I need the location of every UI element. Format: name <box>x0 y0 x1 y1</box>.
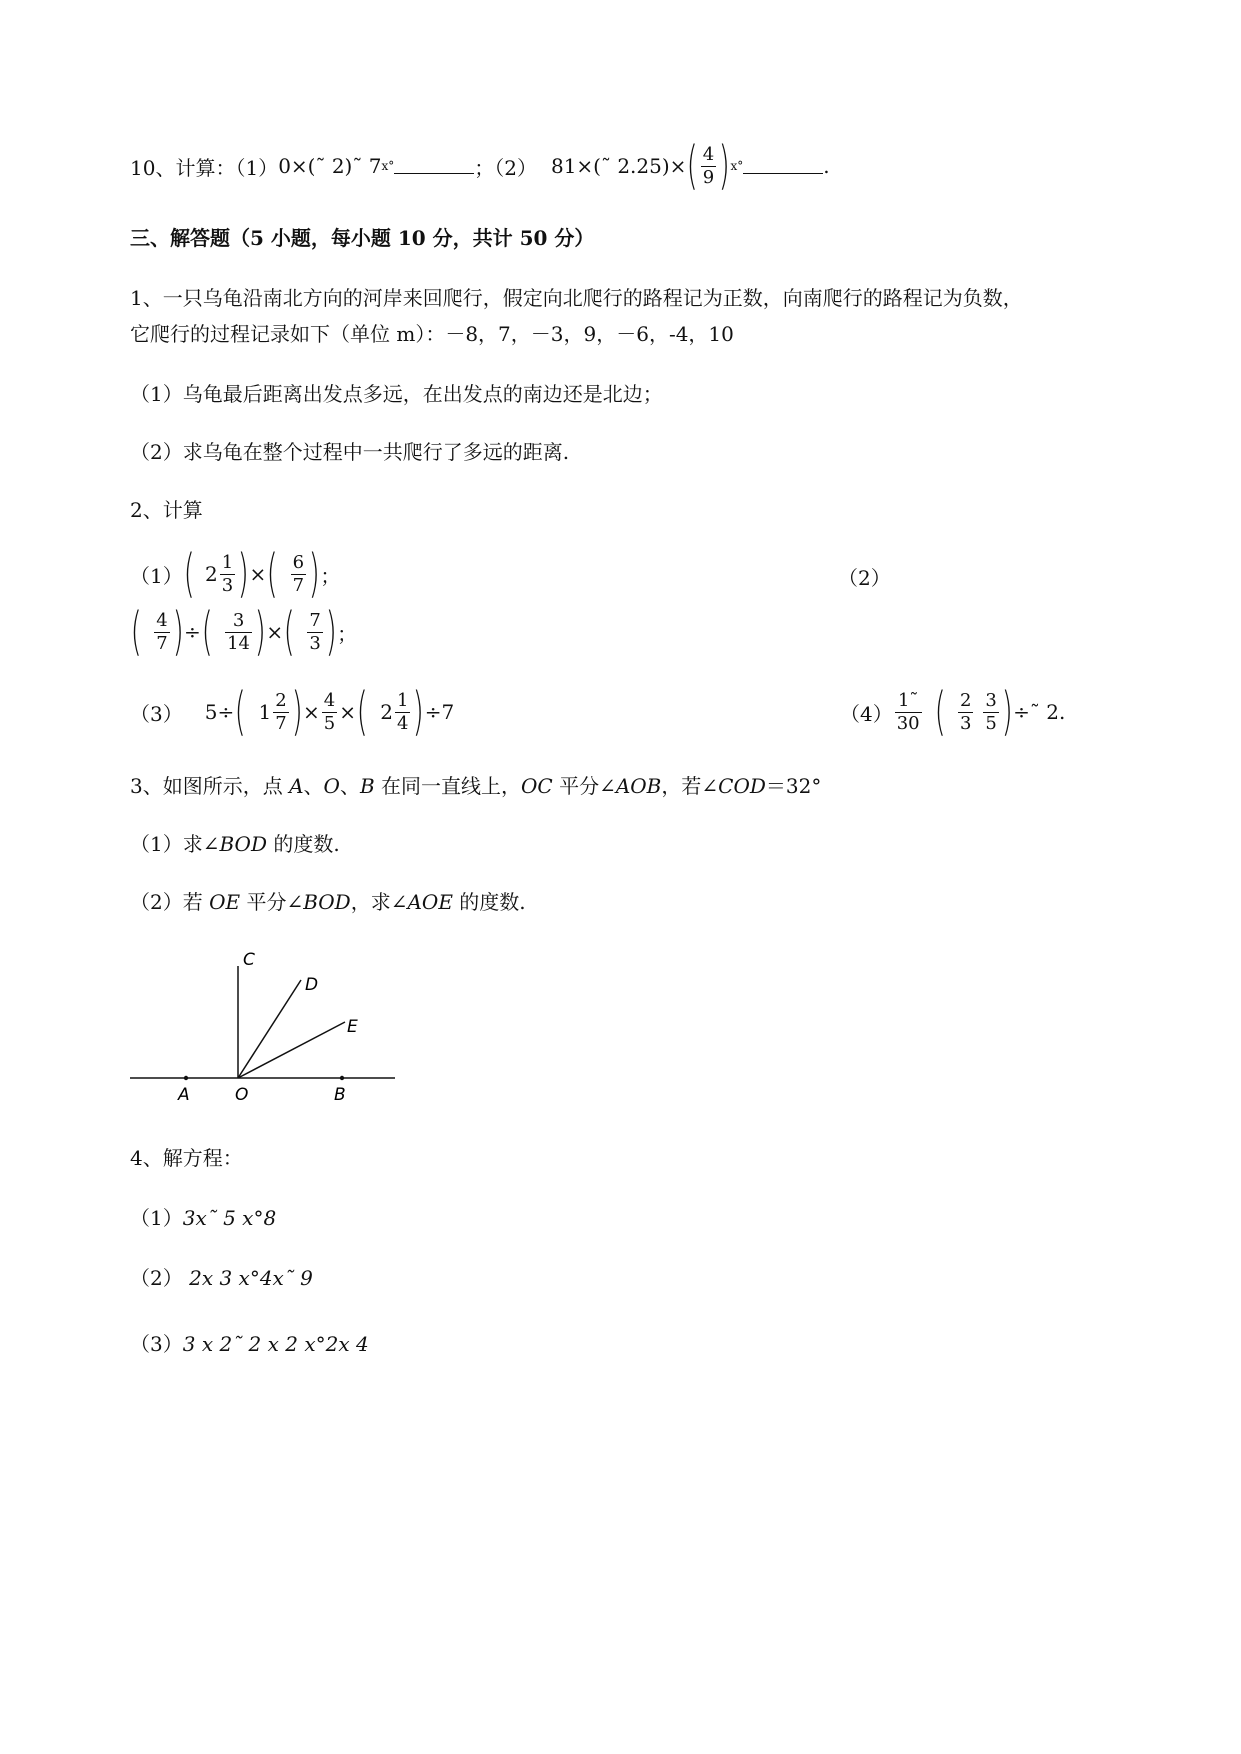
problem-4-title: 4、解方程： <box>130 1146 243 1170</box>
equation: 3 x 2˜ 2 x 2 x°2x 4 <box>182 1332 369 1356</box>
text: （2）若 <box>130 890 210 914</box>
text: （1）求∠ <box>130 832 220 856</box>
equation: 3x˜ 5 x°8 <box>182 1206 277 1230</box>
label-d: D <box>305 975 319 995</box>
ray-oc: OC <box>521 774 553 798</box>
text: ＝32° <box>765 774 822 798</box>
paren-close: ) <box>308 544 320 604</box>
paren-close: ) <box>172 602 184 662</box>
q10-sep: ；（2） <box>474 155 537 180</box>
p2-s4-label: （4） <box>840 701 893 726</box>
div-sign: ÷ <box>184 620 201 644</box>
ray-oe: OE <box>209 890 241 914</box>
p2-s3-int-2: 2 <box>380 700 394 724</box>
geometry-figure <box>125 940 405 1110</box>
p2-s4-frac-1 <box>895 690 922 735</box>
problem-4-eq-3 <box>130 1328 369 1357</box>
problem-1-sub-1: （1）乌龟最后距离出发点多远，在出发点的南边还是北边； <box>130 382 663 406</box>
problem-1-line-1: 1、一只乌龟沿南北方向的河岸来回爬行，假定向北爬行的路程记为正数，向南爬行的路程记为负数， <box>130 286 1023 310</box>
q10-end: . <box>823 154 830 178</box>
label-a: A <box>178 1085 190 1105</box>
point-o: O <box>323 774 340 798</box>
frac-num: 1˜ <box>895 690 922 713</box>
problem-1-sub-2: （2）求乌龟在整个过程中一共爬行了多远的距离. <box>130 440 570 464</box>
frac-den: 30 <box>896 712 920 734</box>
eq-label: （2） <box>130 1266 183 1290</box>
text: 在同一直线上， <box>374 774 522 798</box>
p2-s3-frac-2 <box>322 690 337 735</box>
point-b: B <box>359 774 375 798</box>
paren-close: ) <box>325 602 337 662</box>
frac-den: 14 <box>227 632 251 654</box>
frac-num: 2 <box>275 689 287 711</box>
q10-fraction <box>701 144 716 189</box>
p2-s3-frac-3 <box>395 690 410 735</box>
frac-den: 7 <box>292 574 305 596</box>
frac-den: 5 <box>985 712 997 734</box>
frac-num: 4 <box>156 609 168 631</box>
p2-s4-frac-2 <box>958 690 973 735</box>
times-sign: × <box>266 620 284 644</box>
paren-open: ( <box>183 544 195 604</box>
problem-3-line-1 <box>130 770 821 799</box>
q10-frac-num: 4 <box>702 143 715 165</box>
text: 平分∠ <box>552 774 616 798</box>
text: 的度数. <box>452 890 526 914</box>
paren-open: ( <box>234 682 246 742</box>
paren-close: ) <box>413 682 425 742</box>
problem-2-sub-4 <box>840 682 1066 742</box>
p2-s1-int: 2 <box>205 562 218 586</box>
times-sign: × <box>249 562 267 586</box>
label-e: E <box>347 1017 358 1037</box>
problem-4-eq-2 <box>130 1262 313 1291</box>
q10-eq-mark-2: x° <box>730 159 744 173</box>
problem-4-eq-1 <box>130 1202 276 1231</box>
frac-num: 7 <box>309 609 321 631</box>
text: ，求∠ <box>350 890 408 914</box>
angle-aoe: AOE <box>407 890 453 914</box>
p2-s3-lead: 5÷ <box>204 700 235 724</box>
paren-close: ) <box>718 136 730 196</box>
frac-num: 1 <box>397 689 409 711</box>
label-o: O <box>235 1085 249 1105</box>
problem-3-sub-1 <box>130 828 340 857</box>
p2-s3-int-1: 1 <box>258 700 272 724</box>
angle-bod: BOD <box>303 890 351 914</box>
paren-close: ) <box>254 602 266 662</box>
eq-label: （1） <box>130 1206 183 1230</box>
question-10 <box>130 136 830 196</box>
frac-num: 4 <box>323 689 336 711</box>
times-sign: × <box>339 700 356 724</box>
p2-s2-frac-3 <box>307 610 322 655</box>
semicolon: ； <box>337 621 358 646</box>
frac-den: 3 <box>309 632 321 654</box>
paren-open: ( <box>201 602 213 662</box>
p2-s2-frac-2 <box>225 610 252 655</box>
paren-open: ( <box>266 544 279 604</box>
q10-eq-mark-1: x° <box>381 159 395 173</box>
text: 、 <box>303 774 324 798</box>
ray-od <box>238 980 301 1078</box>
paren-open: ( <box>934 682 946 742</box>
point-b-dot <box>340 1076 344 1080</box>
point-a-dot <box>184 1076 188 1080</box>
problem-3-sub-2 <box>130 886 526 915</box>
problem-1-line-2: 它爬行的过程记录如下（单位 m）：－8，7，－3，9，－6，-4，10 <box>130 322 734 346</box>
frac-num: 3 <box>225 610 252 633</box>
p2-s1-label: （1） <box>130 563 183 588</box>
paren-open: ( <box>687 136 699 196</box>
frac-num: 3 <box>985 689 997 711</box>
q10-prefix: 10、计算：（1） <box>130 155 279 180</box>
q10-frac-den: 9 <box>702 166 715 188</box>
p2-s3-tail: ÷7 <box>424 700 455 724</box>
frac-num: 2 <box>959 689 972 711</box>
problem-2-sub-1 <box>130 544 341 604</box>
problem-2-title: 2、计算 <box>130 498 203 522</box>
q10-answer-blank-2 <box>743 159 823 174</box>
paren-open: ( <box>130 602 142 662</box>
p2-s1-frac-1 <box>220 552 235 597</box>
p2-s3-frac-1 <box>273 690 288 735</box>
frac-den: 3 <box>221 574 234 596</box>
text: ，若∠ <box>661 774 719 798</box>
paren-open: ( <box>283 602 295 662</box>
text: 平分∠ <box>240 890 304 914</box>
text: 、 <box>339 774 360 798</box>
frac-den: 5 <box>323 712 336 734</box>
q10-expr1: 0×(˜ 2)˜ 7 <box>278 154 382 178</box>
frac-den: 7 <box>275 712 287 734</box>
q10-answer-blank-1 <box>394 159 474 174</box>
label-b: B <box>334 1085 346 1105</box>
p2-s3-label: （3） <box>130 701 183 726</box>
point-a: A <box>289 774 304 798</box>
p2-s2-label: （2） <box>838 566 891 590</box>
paren-close: ) <box>237 544 249 604</box>
problem-2-sub-3 <box>130 682 455 742</box>
angle-bod: BOD <box>219 832 267 856</box>
angle-cod: COD <box>718 774 766 798</box>
frac-den: 7 <box>156 632 168 654</box>
ray-oe <box>238 1022 345 1078</box>
section-3-title: 三、解答题（5 小题，每小题 10 分，共计 50 分） <box>130 226 595 250</box>
paren-close: ) <box>1001 682 1013 742</box>
label-c: C <box>243 950 255 970</box>
problem-2-sub-2 <box>130 602 358 662</box>
paren-open: ( <box>356 682 368 742</box>
paren-close: ) <box>291 682 303 742</box>
text: 的度数. <box>266 832 340 856</box>
text: 3、如图所示，点 <box>130 774 290 798</box>
semicolon: ； <box>320 563 341 588</box>
q10-expr2: 81×(˜ 2.25)× <box>550 154 687 178</box>
eq-label: （3） <box>130 1332 183 1356</box>
frac-den: 4 <box>397 712 409 734</box>
angle-aob: AOB <box>615 774 662 798</box>
times-sign: × <box>303 700 320 724</box>
frac-num: 1 <box>221 551 234 573</box>
p2-s4-frac-3 <box>983 690 998 735</box>
p2-s1-frac-2 <box>291 552 306 597</box>
equation: 2x 3 x°4x˜ 9 <box>182 1266 313 1290</box>
frac-num: 6 <box>292 551 305 573</box>
p2-s2-frac-1 <box>154 610 169 655</box>
p2-s4-tail: ÷˜ 2. <box>1013 700 1066 724</box>
frac-den: 3 <box>959 712 972 734</box>
